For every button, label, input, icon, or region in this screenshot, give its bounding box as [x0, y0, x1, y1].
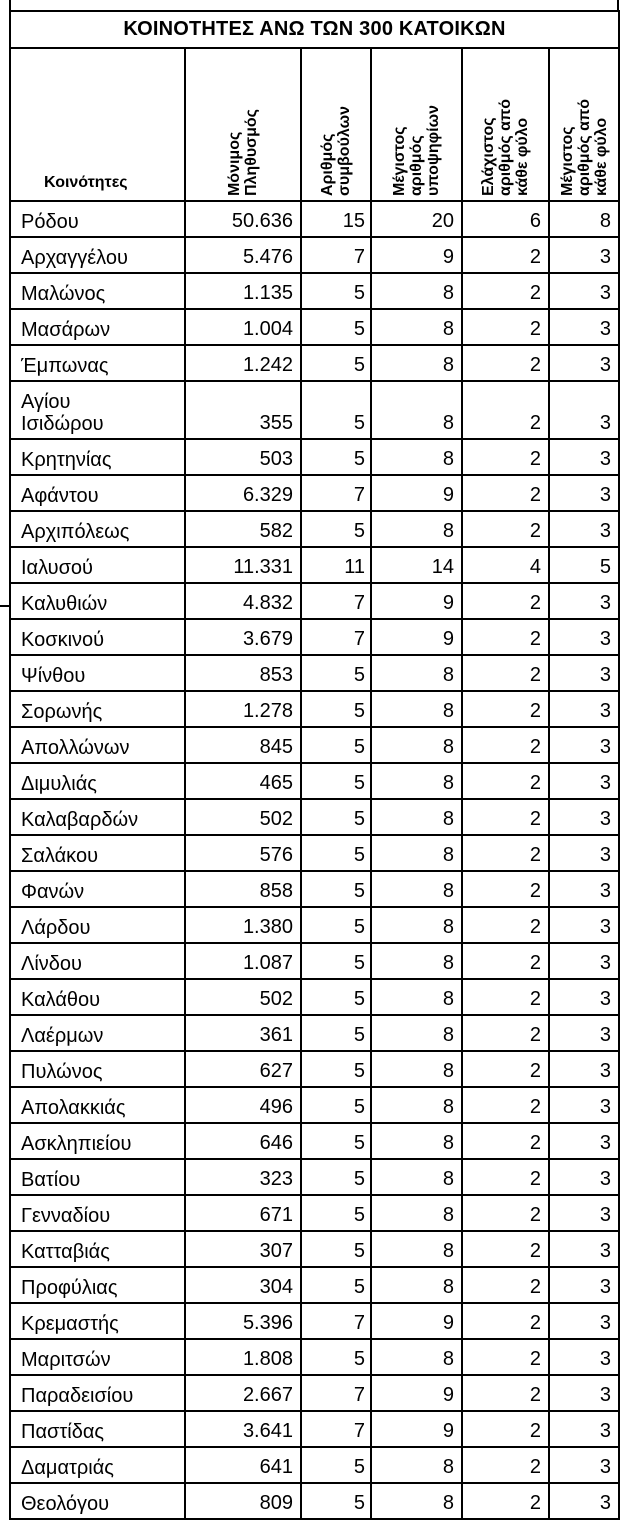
councillors-cell: 5	[301, 345, 371, 381]
table-row	[10, 943, 619, 979]
max-gender-cell: 3	[549, 511, 619, 547]
councillors-cell: 5	[301, 1123, 371, 1159]
table-row	[10, 619, 619, 655]
min-gender-cell: 2	[462, 619, 549, 655]
table-row	[10, 1159, 619, 1195]
councillors-cell: 7	[301, 583, 371, 619]
max-gender-cell: 3	[549, 979, 619, 1015]
table-row	[10, 381, 619, 439]
community-cell: Παστίδας	[10, 1411, 185, 1447]
table-row	[10, 309, 619, 345]
table-row	[10, 727, 619, 763]
table-row	[10, 1375, 619, 1411]
community-cell: Σορωνής	[10, 691, 185, 727]
population-cell: 465	[185, 763, 301, 799]
population-cell: 355	[185, 381, 301, 439]
community-cell: Αφάντου	[10, 475, 185, 511]
councillors-cell: 5	[301, 979, 371, 1015]
table-row	[10, 1015, 619, 1051]
max-gender-cell: 3	[549, 1015, 619, 1051]
table-row	[10, 1483, 619, 1519]
table-row	[10, 1231, 619, 1267]
community-cell: Λίνδου	[10, 943, 185, 979]
councillors-cell: 15	[301, 201, 371, 237]
population-cell: 502	[185, 979, 301, 1015]
max-candidates-cell: 8	[371, 799, 462, 835]
min-gender-cell: 2	[462, 273, 549, 309]
max-candidates-cell: 8	[371, 727, 462, 763]
community-cell: Ιαλυσού	[10, 547, 185, 583]
table-row	[10, 475, 619, 511]
community-cell: Λαέρμων	[10, 1015, 185, 1051]
population-cell: 627	[185, 1051, 301, 1087]
population-cell: 646	[185, 1123, 301, 1159]
max-candidates-cell: 8	[371, 691, 462, 727]
max-gender-cell: 3	[549, 1447, 619, 1483]
community-cell: Αρχιπόλεως	[10, 511, 185, 547]
table-row	[10, 273, 619, 309]
max-candidates-cell: 8	[371, 439, 462, 475]
header-community	[10, 48, 185, 201]
table-row	[10, 1339, 619, 1375]
community-cell: Ψίνθου	[10, 655, 185, 691]
min-gender-cell: 2	[462, 727, 549, 763]
table-row	[10, 439, 619, 475]
population-cell: 1.380	[185, 907, 301, 943]
councillors-cell: 5	[301, 1087, 371, 1123]
max-gender-cell: 3	[549, 835, 619, 871]
max-gender-cell: 3	[549, 907, 619, 943]
min-gender-cell: 2	[462, 691, 549, 727]
max-gender-cell: 3	[549, 583, 619, 619]
table-row	[10, 1303, 619, 1339]
population-cell: 858	[185, 871, 301, 907]
max-gender-cell: 3	[549, 871, 619, 907]
councillors-cell: 5	[301, 655, 371, 691]
max-candidates-cell: 8	[371, 1087, 462, 1123]
population-cell: 11.331	[185, 547, 301, 583]
min-gender-cell: 2	[462, 1123, 549, 1159]
population-cell: 307	[185, 1231, 301, 1267]
councillors-cell: 5	[301, 273, 371, 309]
table-row	[10, 345, 619, 381]
community-cell: Κρεμαστής	[10, 1303, 185, 1339]
max-candidates-cell: 8	[371, 763, 462, 799]
max-candidates-cell: 8	[371, 979, 462, 1015]
community-cell: Προφύλιας	[10, 1267, 185, 1303]
population-cell: 641	[185, 1447, 301, 1483]
header-min-per-gender	[462, 48, 549, 201]
community-cell: Καλάθου	[10, 979, 185, 1015]
table-body	[10, 201, 619, 1519]
table-row	[10, 907, 619, 943]
community-cell: Γενναδίου	[10, 1195, 185, 1231]
population-cell: 3.641	[185, 1411, 301, 1447]
min-gender-cell: 2	[462, 1267, 549, 1303]
max-candidates-cell: 20	[371, 201, 462, 237]
max-candidates-cell: 8	[371, 345, 462, 381]
header-max-candidates	[371, 48, 462, 201]
community-cell: Μαριτσών	[10, 1339, 185, 1375]
min-gender-cell: 2	[462, 1411, 549, 1447]
table-row	[10, 799, 619, 835]
population-cell: 671	[185, 1195, 301, 1231]
max-gender-cell: 3	[549, 763, 619, 799]
community-cell: Βατίου	[10, 1159, 185, 1195]
community-cell: Θεολόγου	[10, 1483, 185, 1519]
max-gender-cell: 3	[549, 237, 619, 273]
max-candidates-cell: 8	[371, 1447, 462, 1483]
max-candidates-cell: 8	[371, 1159, 462, 1195]
councillors-cell: 5	[301, 1267, 371, 1303]
max-candidates-cell: 8	[371, 1231, 462, 1267]
councillors-cell: 5	[301, 1195, 371, 1231]
max-gender-cell: 3	[549, 381, 619, 439]
population-cell: 496	[185, 1087, 301, 1123]
community-cell: Μασάρων	[10, 309, 185, 345]
max-gender-cell: 8	[549, 201, 619, 237]
max-candidates-cell: 8	[371, 1195, 462, 1231]
max-gender-cell: 3	[549, 439, 619, 475]
councillors-cell: 7	[301, 619, 371, 655]
min-gender-cell: 2	[462, 871, 549, 907]
councillors-cell: 5	[301, 1339, 371, 1375]
table-row	[10, 979, 619, 1015]
councillors-cell: 5	[301, 835, 371, 871]
min-gender-cell: 2	[462, 1231, 549, 1267]
table-row	[10, 201, 619, 237]
population-cell: 2.667	[185, 1375, 301, 1411]
community-cell: Φανών	[10, 871, 185, 907]
max-gender-cell: 3	[549, 1267, 619, 1303]
min-gender-cell: 2	[462, 1015, 549, 1051]
councillors-cell: 5	[301, 763, 371, 799]
councillors-cell: 7	[301, 237, 371, 273]
community-cell: Διμυλιάς	[10, 763, 185, 799]
max-gender-cell: 3	[549, 1483, 619, 1519]
max-candidates-cell: 8	[371, 1267, 462, 1303]
max-gender-cell: 3	[549, 273, 619, 309]
header-max-per-gender-label: Μέγιστος αριθμός από κάθε φύλο	[558, 98, 610, 196]
population-cell: 304	[185, 1267, 301, 1303]
table-row	[10, 871, 619, 907]
min-gender-cell: 2	[462, 835, 549, 871]
max-gender-cell: 3	[549, 1123, 619, 1159]
max-gender-cell: 3	[549, 345, 619, 381]
population-cell: 3.679	[185, 619, 301, 655]
min-gender-cell: 2	[462, 511, 549, 547]
table-row	[10, 1087, 619, 1123]
max-gender-cell: 3	[549, 619, 619, 655]
max-candidates-cell: 9	[371, 1375, 462, 1411]
min-gender-cell: 2	[462, 1339, 549, 1375]
min-gender-cell: 6	[462, 201, 549, 237]
table-row	[10, 1051, 619, 1087]
population-cell: 361	[185, 1015, 301, 1051]
population-cell: 845	[185, 727, 301, 763]
communities-table	[9, 10, 620, 1520]
min-gender-cell: 2	[462, 583, 549, 619]
table-row	[10, 237, 619, 273]
min-gender-cell: 2	[462, 1303, 549, 1339]
max-gender-cell: 3	[549, 1411, 619, 1447]
header-population-label: Μόνιμος Πληθυσμός	[226, 108, 260, 196]
page-edge-left	[9, 0, 11, 10]
community-cell: Κοσκινού	[10, 619, 185, 655]
population-cell: 50.636	[185, 201, 301, 237]
max-candidates-cell: 8	[371, 511, 462, 547]
population-cell: 323	[185, 1159, 301, 1195]
max-gender-cell: 3	[549, 1051, 619, 1087]
population-cell: 1.278	[185, 691, 301, 727]
community-cell: Δαματριάς	[10, 1447, 185, 1483]
min-gender-cell: 2	[462, 1087, 549, 1123]
max-gender-cell: 3	[549, 475, 619, 511]
max-candidates-cell: 9	[371, 1411, 462, 1447]
table-row	[10, 1123, 619, 1159]
community-cell: Λάρδου	[10, 907, 185, 943]
header-min-per-gender-label: Ελάχιστος αριθμός από κάθε φύλο	[480, 98, 531, 196]
councillors-cell: 5	[301, 907, 371, 943]
population-cell: 1.135	[185, 273, 301, 309]
community-cell: Απολλώνων	[10, 727, 185, 763]
min-gender-cell: 4	[462, 547, 549, 583]
population-cell: 4.832	[185, 583, 301, 619]
table-row	[10, 691, 619, 727]
community-cell: Πυλώνος	[10, 1051, 185, 1087]
councillors-cell: 5	[301, 1015, 371, 1051]
councillors-cell: 5	[301, 1231, 371, 1267]
table-row	[10, 655, 619, 691]
page-edge-right	[617, 0, 619, 10]
max-candidates-cell: 8	[371, 1483, 462, 1519]
community-cell: Κατταβιάς	[10, 1231, 185, 1267]
max-candidates-cell: 9	[371, 583, 462, 619]
councillors-cell: 7	[301, 1411, 371, 1447]
community-cell: Έμπωνας	[10, 345, 185, 381]
community-cell: Κρητηνίας	[10, 439, 185, 475]
table-row	[10, 763, 619, 799]
max-gender-cell: 3	[549, 691, 619, 727]
min-gender-cell: 2	[462, 309, 549, 345]
max-candidates-cell: 9	[371, 237, 462, 273]
population-cell: 5.476	[185, 237, 301, 273]
population-cell: 502	[185, 799, 301, 835]
min-gender-cell: 2	[462, 237, 549, 273]
max-candidates-cell: 8	[371, 1123, 462, 1159]
min-gender-cell: 2	[462, 655, 549, 691]
header-councillors-label: Αριθμός συμβούλων	[319, 105, 353, 196]
max-gender-cell: 3	[549, 1231, 619, 1267]
min-gender-cell: 2	[462, 1375, 549, 1411]
max-candidates-cell: 8	[371, 309, 462, 345]
min-gender-cell: 2	[462, 763, 549, 799]
table-row	[10, 1195, 619, 1231]
community-cell: Μαλώνος	[10, 273, 185, 309]
max-gender-cell: 3	[549, 309, 619, 345]
table-row	[10, 1267, 619, 1303]
max-candidates-cell: 8	[371, 655, 462, 691]
min-gender-cell: 2	[462, 1195, 549, 1231]
community-cell: Αγίου Ισιδώρου	[10, 381, 185, 439]
table-row	[10, 1447, 619, 1483]
max-gender-cell: 3	[549, 727, 619, 763]
councillors-cell: 5	[301, 439, 371, 475]
max-candidates-cell: 8	[371, 1051, 462, 1087]
header-row	[10, 48, 619, 201]
councillors-cell: 11	[301, 547, 371, 583]
councillors-cell: 7	[301, 1303, 371, 1339]
community-cell: Καλυθιών	[10, 583, 185, 619]
councillors-cell: 5	[301, 1483, 371, 1519]
councillors-cell: 5	[301, 727, 371, 763]
min-gender-cell: 2	[462, 475, 549, 511]
max-candidates-cell: 8	[371, 871, 462, 907]
table-row	[10, 511, 619, 547]
table-title: ΚΟΙΝΟΤΗΤΕΣ ΑΝΩ ΤΩΝ 300 ΚΑΤΟΙΚΩΝ	[10, 11, 619, 48]
councillors-cell: 5	[301, 1051, 371, 1087]
max-candidates-cell: 9	[371, 619, 462, 655]
councillors-cell: 5	[301, 1447, 371, 1483]
max-gender-cell: 3	[549, 1195, 619, 1231]
population-cell: 6.329	[185, 475, 301, 511]
population-cell: 5.396	[185, 1303, 301, 1339]
table-row	[10, 547, 619, 583]
councillors-cell: 5	[301, 943, 371, 979]
max-candidates-cell: 8	[371, 943, 462, 979]
councillors-cell: 7	[301, 475, 371, 511]
population-cell: 503	[185, 439, 301, 475]
min-gender-cell: 2	[462, 1483, 549, 1519]
max-gender-cell: 3	[549, 799, 619, 835]
community-cell: Παραδεισίου	[10, 1375, 185, 1411]
max-gender-cell: 3	[549, 1159, 619, 1195]
community-cell: Ασκληπιείου	[10, 1123, 185, 1159]
councillors-cell: 5	[301, 381, 371, 439]
max-candidates-cell: 8	[371, 273, 462, 309]
max-gender-cell: 5	[549, 547, 619, 583]
population-cell: 1.087	[185, 943, 301, 979]
max-candidates-cell: 9	[371, 1303, 462, 1339]
table-row	[10, 583, 619, 619]
min-gender-cell: 2	[462, 439, 549, 475]
max-gender-cell: 3	[549, 1339, 619, 1375]
population-cell: 582	[185, 511, 301, 547]
max-candidates-cell: 9	[371, 475, 462, 511]
min-gender-cell: 2	[462, 381, 549, 439]
max-candidates-cell: 8	[371, 835, 462, 871]
min-gender-cell: 2	[462, 1447, 549, 1483]
max-gender-cell: 3	[549, 655, 619, 691]
table-row	[10, 835, 619, 871]
min-gender-cell: 2	[462, 979, 549, 1015]
max-gender-cell: 3	[549, 943, 619, 979]
councillors-cell: 5	[301, 691, 371, 727]
max-candidates-cell: 8	[371, 381, 462, 439]
max-gender-cell: 3	[549, 1087, 619, 1123]
table-row	[10, 1411, 619, 1447]
councillors-cell: 5	[301, 309, 371, 345]
header-community-label: Κοινότητες	[44, 174, 128, 191]
community-cell: Ρόδου	[10, 201, 185, 237]
population-cell: 809	[185, 1483, 301, 1519]
header-councillors	[301, 48, 371, 201]
councillors-cell: 5	[301, 1159, 371, 1195]
population-cell: 1.004	[185, 309, 301, 345]
min-gender-cell: 2	[462, 1051, 549, 1087]
community-cell: Απολακκιάς	[10, 1087, 185, 1123]
min-gender-cell: 2	[462, 907, 549, 943]
population-cell: 1.242	[185, 345, 301, 381]
councillors-cell: 5	[301, 871, 371, 907]
header-max-candidates-label: Μέγιστος αριθμός υποψηφίων	[391, 104, 442, 196]
header-population	[185, 48, 301, 201]
margin-tick	[0, 605, 9, 607]
max-candidates-cell: 8	[371, 907, 462, 943]
min-gender-cell: 2	[462, 799, 549, 835]
councillors-cell: 7	[301, 1375, 371, 1411]
councillors-cell: 5	[301, 511, 371, 547]
max-gender-cell: 3	[549, 1303, 619, 1339]
community-cell: Καλαβαρδών	[10, 799, 185, 835]
min-gender-cell: 2	[462, 1159, 549, 1195]
community-cell: Σαλάκου	[10, 835, 185, 871]
min-gender-cell: 2	[462, 345, 549, 381]
max-candidates-cell: 8	[371, 1339, 462, 1375]
max-candidates-cell: 8	[371, 1015, 462, 1051]
min-gender-cell: 2	[462, 943, 549, 979]
population-cell: 853	[185, 655, 301, 691]
header-max-per-gender	[549, 48, 619, 201]
population-cell: 1.808	[185, 1339, 301, 1375]
councillors-cell: 5	[301, 799, 371, 835]
population-cell: 576	[185, 835, 301, 871]
max-gender-cell: 3	[549, 1375, 619, 1411]
community-cell: Αρχαγγέλου	[10, 237, 185, 273]
max-candidates-cell: 14	[371, 547, 462, 583]
